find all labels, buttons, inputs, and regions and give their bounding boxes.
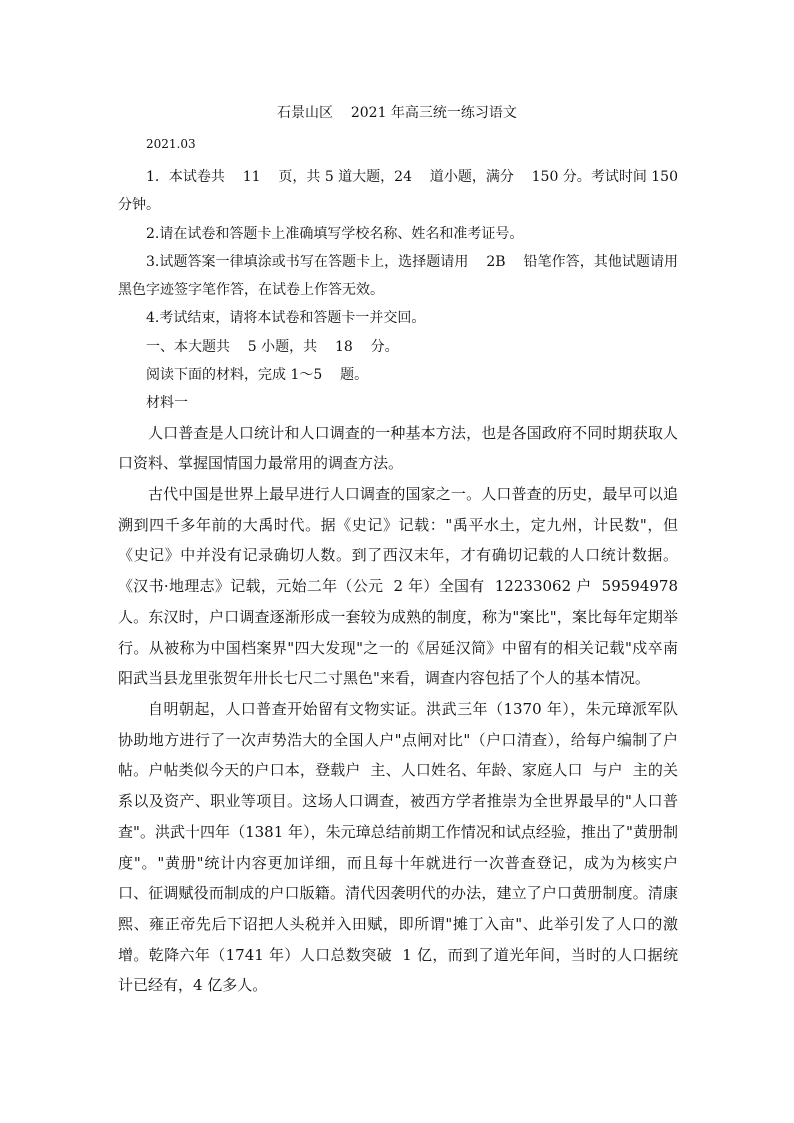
instruction-1: 1．本试卷共 11 页，共 5 道大题，24 道小题，满分 150 分。考试时间 150 分钟。: [118, 169, 683, 214]
reading-prompt: 阅读下面的材料，完成 1～5 题。: [146, 367, 369, 384]
section-heading: 一、本大题共 5 小题，共 18 分。: [146, 338, 399, 355]
material-paragraph-3: 自明朝起，人口普查开始留有文物实证。洪武三年（1370 年），朱元璋派军队协助地方进行了一次声势浩大的全国人户"点闸对比"（户口清查），给每户编制了户帖。户帖类似今天的户口本，登载户 主、人口姓名、年龄、家庭人口 与户 主的关系以及资产、职业等项目。这场人口调查，被西方学者推崇为全世界最早的"人口普查"。洪武十四年（1381 年），朱元璋总结前期工作情况和试点经验，推出了"黄册制度"。"黄册"统计内容更加详细，而且每十年就进行一次普查登记，成为为核实户口、征调赋役而制成的户口版籍。清代因袭明代的办法，建立了户口黄册制度。清康熙、雍正帝先后下诏把人头税并入田赋，即所谓"摊丁入亩"、此举引发了人口的激增。乾降六年（1741 年）人口总数突破 1 亿，而到了道光年间，当时的人口据统计已经有，4 亿多人。: [118, 700, 678, 995]
exam-date: 2021.03: [146, 137, 196, 151]
exam-body: [118, 163, 688, 1001]
exam-title: 石景山区 2021 年高三统一练习语文: [277, 105, 517, 121]
material-paragraph-1: 人口普查是人口统计和人口调查的一种基本方法，也是各国政府不同时期获取人口资料、掌握国情国力最常用的调查方法。: [118, 423, 678, 473]
material-label: 材料一: [146, 395, 188, 412]
instruction-2: 2.请在试卷和答题卡上准确填写学校名称、姓名和准考证号。: [146, 225, 524, 242]
material-paragraph-2: 古代中国是世界上最早进行人口调查的国家之一。人口普查的历史，最早可以追溯到四千多年前的大禹时代。据《史记》记载："禹平水土，定九州，计民数"，但《史记》中并没有记录确切人数。到了西汉末年，才有确切记载的人口统计数据。《汉书·地理志》记载，元始二年（公元 2 年）全国有 12233062 户 59594978 人。东汉时，户口调查逐渐形成一套较为成熟的制度，称为"案比"，案比每年定期举行。从被称为中国档案界"四大发现"之一的《居延汉简》中留有的相关记载"戍卒南阳武当县龙里张贺年卅长七尺二寸黑色"来看，调查内容包括了个人的基本情况。: [118, 485, 688, 688]
instruction-3: 3.试题答案一律填涂或书写在答题卡上，选择题请用 2B 铅笔作答，其他试题请用黑色字迹签字笔作答，在试卷上作答无效。: [118, 253, 678, 299]
instruction-4: 4.考试结束，请将本试卷和答题卡一并交回。: [146, 310, 426, 327]
